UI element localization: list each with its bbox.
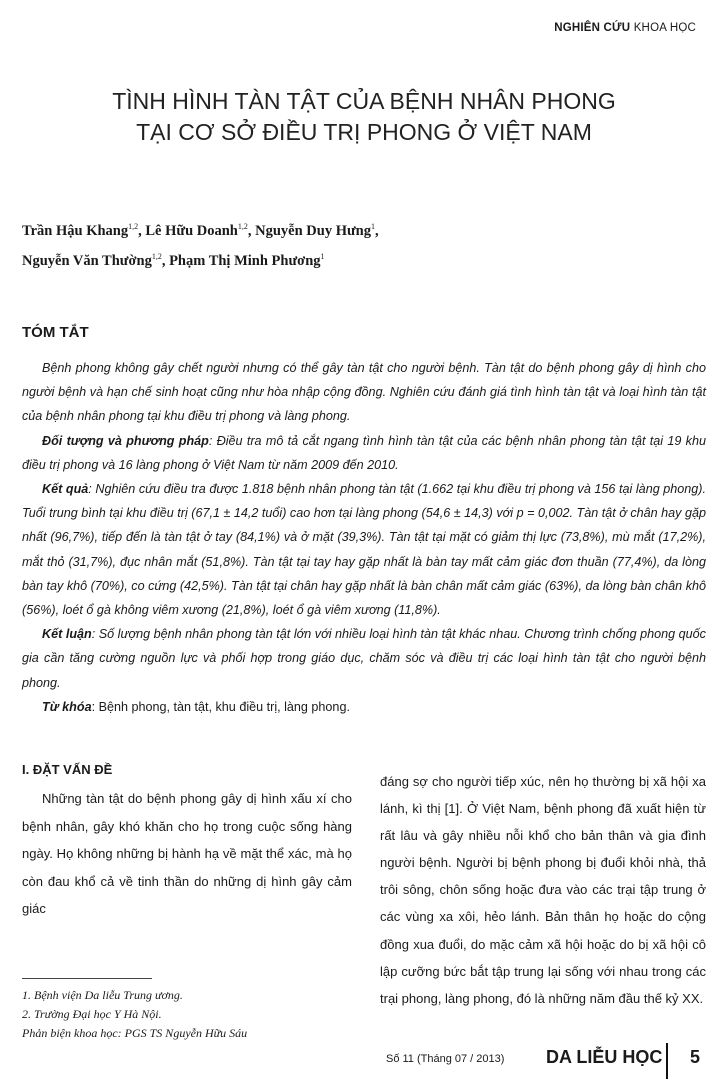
methods-label: Đối tượng và phương pháp <box>42 433 209 448</box>
intro-heading: I. ĐẶT VẤN ĐỀ <box>22 762 113 777</box>
footer-journal-name: DA LIỄU HỌC <box>546 1047 663 1067</box>
footnotes <box>22 986 352 1043</box>
author-affiliation: 1,2 <box>151 251 162 261</box>
author-separator: , <box>375 222 379 239</box>
abstract-keywords <box>22 695 706 719</box>
intro-right-text: đáng sợ cho người tiếp xúc, nên họ thường bị xã hội xa lánh, kì thị [1]. Ở Việt Nam, bệnh phong đã xuất hiện từ rất lâu và gây nhiều nỗi khổ cho bản thân và gia đình người bệnh. Người bị bệnh phong bị đuổi khỏi nhà, thả trôi sông, chôn sống hoặc đưa vào các trại tập trung ở các vùng xa xôi, hẻo lánh. Bản thân họ hoặc do cộng đồng xua đuổi, do mặc cảm xã hội hoặc do bị xã hội cô lập cưỡng bức bắt tập trung lại sống với nhau trong các trại phong, làng phong, đó là những năm đầu thế kỷ XX. <box>380 774 706 1006</box>
title-line-2: TẠI CƠ SỞ ĐIỀU TRỊ PHONG Ở VIỆT NAM <box>136 119 592 145</box>
intro-left-text: Những tàn tật do bệnh phong gây dị hình xấu xí cho bệnh nhân, gây khó khăn cho họ trong cuộc sống hàng ngày. Họ không những bị hành hạ về mặt thể xác, mà họ còn đau khổ cả về tinh thần do những dị hình gây cảm giác <box>22 791 352 917</box>
author-affiliation: 1,2 <box>237 222 248 231</box>
keywords-text: : Bệnh phong, tàn tật, khu điều trị, làng phong. <box>91 699 350 714</box>
author-name: Nguyễn Duy Hưng <box>255 222 371 239</box>
footnote-reviewer: Phản biện khoa học: PGS TS Nguyễn Hữu Sáu <box>22 1026 248 1040</box>
author-separator: , <box>138 222 146 239</box>
abstract-methods <box>22 429 706 477</box>
section-label <box>554 22 696 34</box>
abstract-body <box>22 356 706 719</box>
article-title <box>0 86 728 148</box>
author-affiliation: 1 <box>320 251 325 261</box>
author-name: Lê Hữu Doanh <box>145 222 238 239</box>
title-line-1: TÌNH HÌNH TÀN TẬT CỦA BỆNH NHÂN PHONG <box>112 88 616 114</box>
footnote-affiliation-1: 1. Bệnh viện Da liễu Trung ương. <box>22 988 183 1002</box>
section-label-bold: NGHIÊN CỨU <box>554 22 631 34</box>
footer-divider <box>666 1043 668 1079</box>
conclusion-label: Kết luận <box>42 627 92 642</box>
section-label-rest: KHOA HỌC <box>633 22 696 34</box>
footnote-affiliation-2: 2. Trường Đại học Y Hà Nội. <box>22 1007 162 1021</box>
author-separator: , <box>161 252 170 269</box>
results-label: Kết quả <box>42 482 89 497</box>
footnote-divider <box>22 978 152 979</box>
abstract-conclusion <box>22 622 706 695</box>
author-separator: , <box>247 222 256 239</box>
footer-issue: Số 11 (Tháng 07 / 2013) <box>386 1053 505 1065</box>
abstract-intro: Bệnh phong không gây chết người nhưng có thể gây tàn tật cho người bệnh. Tàn tật do bệnh phong gây dị hình cho người bệnh và hạn chế sinh hoạt cũng như hòa nhập cộng đồng. Nghiên cứu đánh giá tình hình tàn tật và loại hình tàn tật của bệnh nhân phong tại khu điều trị phong và làng phong. <box>22 361 706 424</box>
left-column <box>22 762 352 923</box>
abstract-heading: TÓM TẮT <box>22 324 89 341</box>
page-number: 5 <box>690 1047 701 1067</box>
author-name: Trần Hậu Khang <box>22 222 129 239</box>
author-affiliation: 1 <box>371 222 375 231</box>
author-affiliation: 1,2 <box>128 222 139 231</box>
author-name: Phạm Thị Minh Phương <box>169 252 321 269</box>
author-name: Nguyễn Văn Thường <box>22 252 152 269</box>
conclusion-text: : Số lượng bệnh nhân phong tàn tật lớn với nhiều loại hình tàn tật khác nhau. Chương trình chống phong quốc gia cần tăng cường nguồn lực và phối hợp trong giáo dục, chăm sóc và điều trị các loại hình tàn tật cho người bệnh phong. <box>22 627 706 690</box>
abstract-results <box>22 477 706 622</box>
author-list <box>22 214 712 274</box>
keywords-label: Từ khóa <box>42 699 92 714</box>
methods-text: : Điều tra mô tả cắt ngang tình hình tàn tật của các bệnh nhân phong tàn tật tại 19 khu điều trị phong và 16 làng phong ở Việt Nam từ năm 2009 đến 2010. <box>22 433 706 472</box>
results-text: : Nghiên cứu điều tra được 1.818 bệnh nhân phong tàn tật (1.662 tại khu điều trị phong và 156 tại làng phong). Tuổi trung bình tại khu điều trị (67,1 ± 14,2 tuổi) cao hơn tại làng phong (54,6 ± 14,3) với p = 0,002. Tàn tật ở chân hay gặp nhất (96,7%), tiếp đến là tàn tật ở tay (84,1%) và ở mặt (39,3%). Tàn tật tại mặt có giảm thị lực (73,8%), mù mắt (17,2%), mắt thỏ (31,7%), đục nhân mắt (51,8%). Tàn tật tại tay hay gặp nhất là bàn tay mất cảm giác đơn thuần (77,4%), da lòng bàn tay khô (70%), co cứng (42,5%). Tàn tật tại chân hay gặp nhất là bàn chân mất cảm giác (63%), da lòng bàn chân khô (56%), loét ổ gà không viêm xương (21,8%), loét ổ gà viêm xương (11,8%). <box>22 482 706 618</box>
